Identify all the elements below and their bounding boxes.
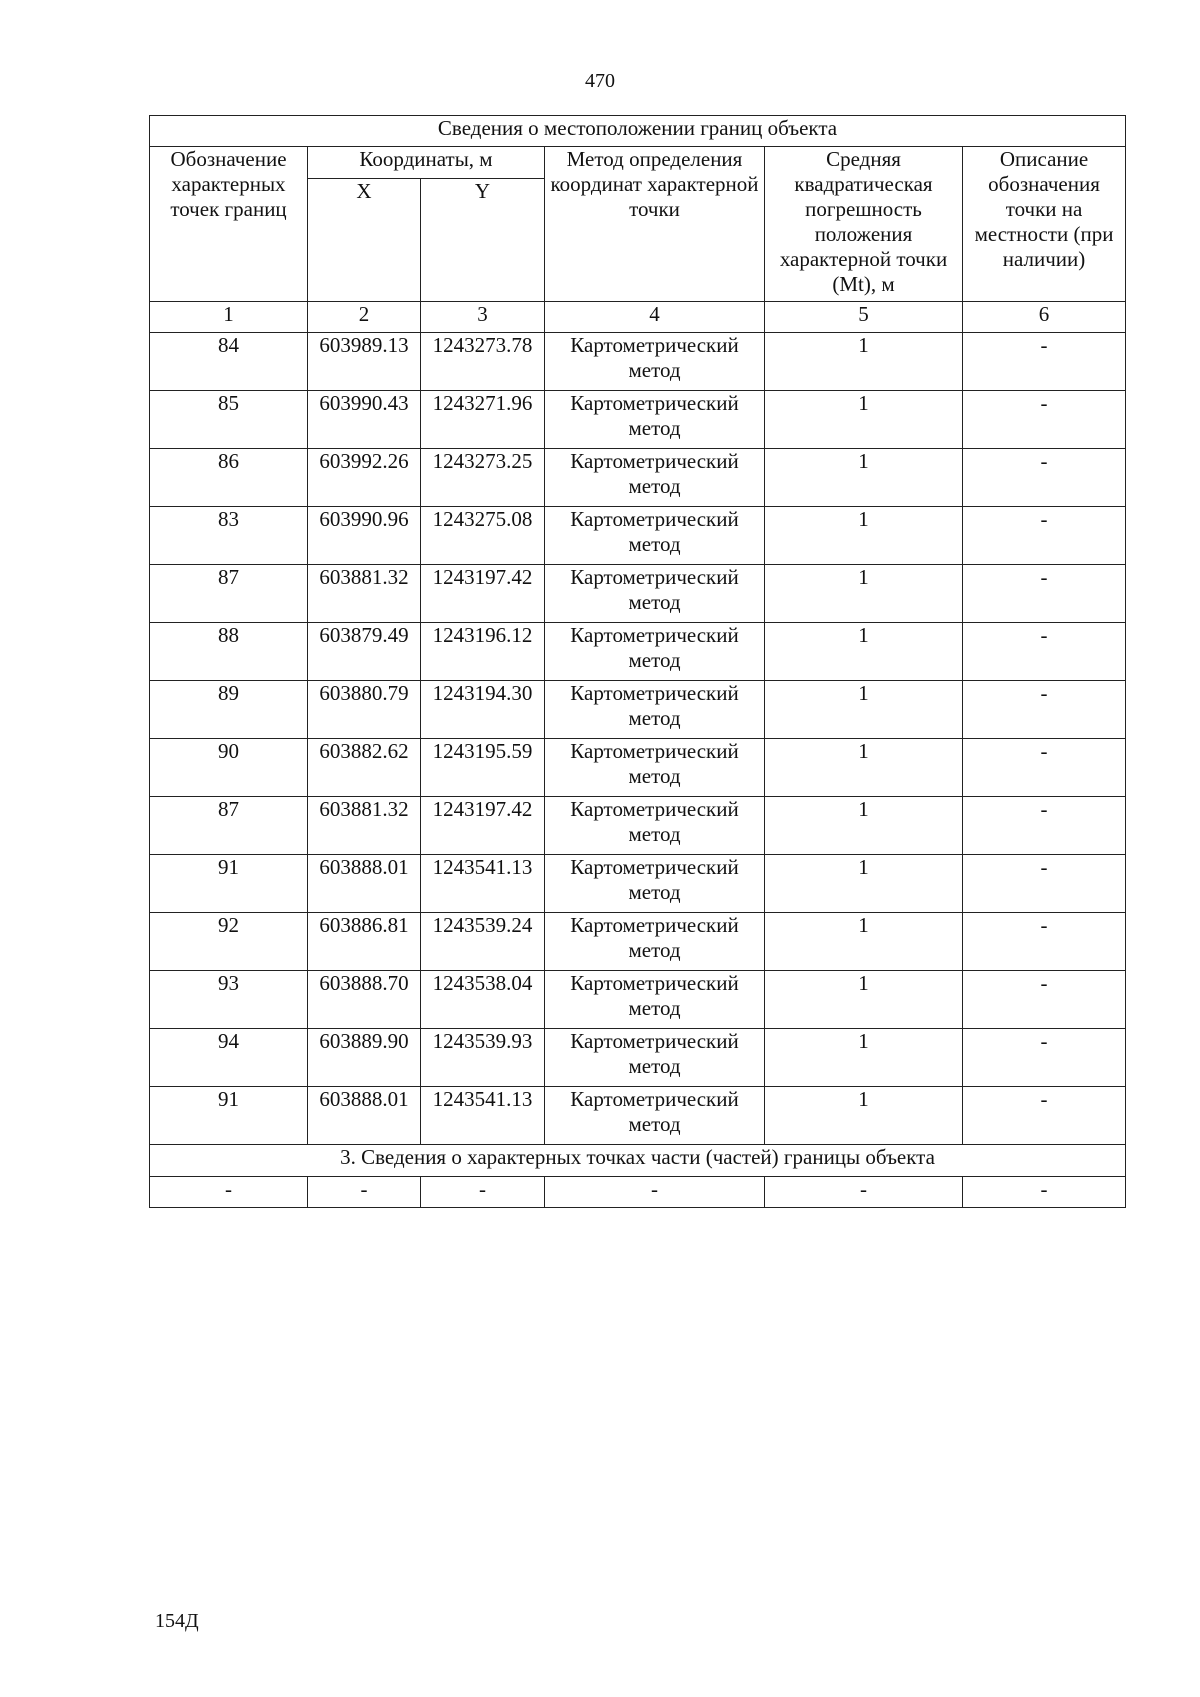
description-cell: -: [963, 1087, 1126, 1145]
column-number: 1: [150, 302, 308, 333]
table-row: [150, 1087, 1126, 1145]
point-cell: 85: [150, 391, 308, 449]
description-cell: -: [963, 739, 1126, 797]
x-cell: 603879.49: [308, 623, 421, 681]
empty-cell: -: [308, 1177, 421, 1208]
description-cell: -: [963, 797, 1126, 855]
description-cell: -: [963, 1029, 1126, 1087]
table-row: [150, 623, 1126, 681]
header-y: Y: [421, 179, 545, 302]
mt-cell: 1: [765, 507, 963, 565]
description-cell: -: [963, 391, 1126, 449]
mt-cell: 1: [765, 333, 963, 391]
point-cell: 92: [150, 913, 308, 971]
x-cell: 603990.96: [308, 507, 421, 565]
method-cell: Картометрический метод: [545, 623, 765, 681]
x-cell: 603989.13: [308, 333, 421, 391]
method-cell: Картометрический метод: [545, 565, 765, 623]
header-description: Описание обозначения точки на местности (при наличии): [963, 147, 1126, 302]
y-cell: 1243275.08: [421, 507, 545, 565]
empty-cell: -: [545, 1177, 765, 1208]
method-cell: Картометрический метод: [545, 855, 765, 913]
column-number: 2: [308, 302, 421, 333]
table-row: [150, 797, 1126, 855]
point-cell: 94: [150, 1029, 308, 1087]
x-cell: 603880.79: [308, 681, 421, 739]
table-row: [150, 391, 1126, 449]
method-cell: Картометрический метод: [545, 507, 765, 565]
y-cell: 1243195.59: [421, 739, 545, 797]
y-cell: 1243273.78: [421, 333, 545, 391]
mt-cell: 1: [765, 913, 963, 971]
y-cell: 1243538.04: [421, 971, 545, 1029]
point-cell: 93: [150, 971, 308, 1029]
mt-cell: 1: [765, 449, 963, 507]
point-cell: 90: [150, 739, 308, 797]
mt-cell: 1: [765, 681, 963, 739]
empty-cell: -: [421, 1177, 545, 1208]
empty-cell: -: [765, 1177, 963, 1208]
y-cell: 1243196.12: [421, 623, 545, 681]
column-numbers-row: [150, 302, 1126, 333]
table-row: [150, 507, 1126, 565]
description-cell: -: [963, 855, 1126, 913]
table-row: [150, 449, 1126, 507]
column-number: 6: [963, 302, 1126, 333]
boundary-table: [149, 115, 1126, 1208]
table-row: [150, 855, 1126, 913]
header-method: Метод определения координат характерной точки: [545, 147, 765, 302]
method-cell: Картометрический метод: [545, 449, 765, 507]
mt-cell: 1: [765, 1087, 963, 1145]
header-x: X: [308, 179, 421, 302]
y-cell: 1243197.42: [421, 565, 545, 623]
y-cell: 1243539.93: [421, 1029, 545, 1087]
section-3-title: 3. Сведения о характерных точках части (частей) границы объекта: [150, 1145, 1126, 1177]
table-row: [150, 913, 1126, 971]
method-cell: Картометрический метод: [545, 913, 765, 971]
mt-cell: 1: [765, 1029, 963, 1087]
mt-cell: 1: [765, 391, 963, 449]
table-row: [150, 565, 1126, 623]
x-cell: 603882.62: [308, 739, 421, 797]
x-cell: 603881.32: [308, 797, 421, 855]
table-row: [150, 1029, 1126, 1087]
column-number: 4: [545, 302, 765, 333]
point-cell: 84: [150, 333, 308, 391]
mt-cell: 1: [765, 855, 963, 913]
empty-cell: -: [963, 1177, 1126, 1208]
empty-cell: -: [150, 1177, 308, 1208]
description-cell: -: [963, 913, 1126, 971]
header-coordinates: Координаты, м: [308, 147, 545, 179]
point-cell: 83: [150, 507, 308, 565]
method-cell: Картометрический метод: [545, 1087, 765, 1145]
section-3-row: [150, 1177, 1126, 1208]
x-cell: 603888.01: [308, 855, 421, 913]
mt-cell: 1: [765, 797, 963, 855]
point-cell: 87: [150, 797, 308, 855]
description-cell: -: [963, 565, 1126, 623]
column-number: 5: [765, 302, 963, 333]
point-cell: 87: [150, 565, 308, 623]
x-cell: 603992.26: [308, 449, 421, 507]
column-number: 3: [421, 302, 545, 333]
table-row: [150, 681, 1126, 739]
y-cell: 1243197.42: [421, 797, 545, 855]
method-cell: Картометрический метод: [545, 739, 765, 797]
x-cell: 603888.01: [308, 1087, 421, 1145]
mt-cell: 1: [765, 971, 963, 1029]
method-cell: Картометрический метод: [545, 681, 765, 739]
x-cell: 603888.70: [308, 971, 421, 1029]
header-point-designation: Обозначение характерных точек границ: [150, 147, 308, 302]
table-row: [150, 333, 1126, 391]
y-cell: 1243271.96: [421, 391, 545, 449]
mt-cell: 1: [765, 623, 963, 681]
point-cell: 89: [150, 681, 308, 739]
y-cell: 1243273.25: [421, 449, 545, 507]
y-cell: 1243541.13: [421, 1087, 545, 1145]
mt-cell: 1: [765, 565, 963, 623]
point-cell: 86: [150, 449, 308, 507]
method-cell: Картометрический метод: [545, 391, 765, 449]
y-cell: 1243194.30: [421, 681, 545, 739]
description-cell: -: [963, 681, 1126, 739]
point-cell: 88: [150, 623, 308, 681]
description-cell: -: [963, 507, 1126, 565]
point-cell: 91: [150, 855, 308, 913]
table-row: [150, 739, 1126, 797]
mt-cell: 1: [765, 739, 963, 797]
x-cell: 603990.43: [308, 391, 421, 449]
method-cell: Картометрический метод: [545, 333, 765, 391]
header-error: Средняя квадратическая погрешность положения характерной точки (Mt), м: [765, 147, 963, 302]
y-cell: 1243541.13: [421, 855, 545, 913]
table-row: [150, 971, 1126, 1029]
x-cell: 603886.81: [308, 913, 421, 971]
description-cell: -: [963, 333, 1126, 391]
x-cell: 603881.32: [308, 565, 421, 623]
description-cell: -: [963, 971, 1126, 1029]
method-cell: Картометрический метод: [545, 1029, 765, 1087]
description-cell: -: [963, 623, 1126, 681]
table-title: Сведения о местоположении границ объекта: [150, 116, 1126, 147]
x-cell: 603889.90: [308, 1029, 421, 1087]
y-cell: 1243539.24: [421, 913, 545, 971]
method-cell: Картометрический метод: [545, 797, 765, 855]
method-cell: Картометрический метод: [545, 971, 765, 1029]
page-number: 470: [585, 70, 615, 92]
point-cell: 91: [150, 1087, 308, 1145]
description-cell: -: [963, 449, 1126, 507]
footer-code: 154Д: [155, 1610, 199, 1632]
